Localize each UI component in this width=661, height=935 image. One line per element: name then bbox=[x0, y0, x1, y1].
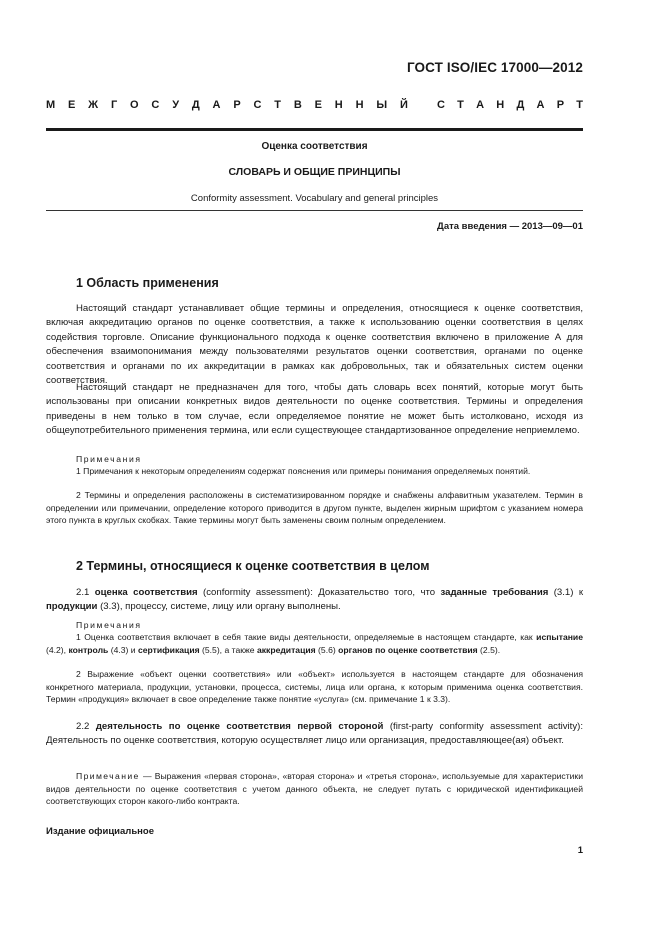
header-rule bbox=[46, 128, 583, 131]
banner-letter: Г bbox=[110, 99, 118, 111]
banner-letter: Н bbox=[334, 99, 343, 111]
note-1-term-certification: сертификация bbox=[137, 644, 200, 655]
banner-letter: А bbox=[536, 99, 545, 111]
note-1-ref-2: (4.3) и bbox=[110, 644, 136, 655]
term-2-1-name: оценка соответствия bbox=[94, 587, 198, 598]
edition-label: Издание официальное bbox=[46, 826, 154, 837]
note-1-text-a: 1 Оценка соответствия включает в себя такие виды деятельности, определяемые в настоящем стандарте, как bbox=[76, 632, 533, 642]
term-2-2-definition: (first-party conformity assessment activity): Деятельность по оценке соответствия, которую осуществляет лицо или организация, предоставляющее(ая) объект. bbox=[46, 721, 583, 747]
banner-letter: Т bbox=[457, 99, 464, 111]
note-1-term-inspection: контроль bbox=[68, 644, 109, 655]
term-2-1-ref-1: (3.1) к bbox=[553, 587, 584, 598]
banner-letter: Д bbox=[516, 99, 525, 111]
note-1-ref-3: (5.5), а также bbox=[202, 644, 255, 655]
term-2-1-ref-requirements: заданные требования bbox=[440, 587, 549, 598]
subtitle: Оценка соответствия bbox=[261, 141, 368, 152]
banner-letter: В bbox=[293, 99, 302, 111]
term-2-1 bbox=[46, 586, 583, 615]
term-2-2-number: 2.2 bbox=[76, 721, 90, 732]
section-1-note-1: 1 Примечания к некоторым определениям содержат пояснения или примеры понимания определяемых понятий. bbox=[76, 466, 531, 476]
document-code: ГОСТ ISO/IEC 17000—2012 bbox=[406, 60, 583, 75]
term-2-2-name: деятельность по оценке соответствия первой стороной bbox=[95, 721, 384, 732]
term-2-2-note-text: — Выражения «первая сторона», «вторая сторона» и «третья сторона», используемые для характеристики видов деятельности по оценке соответствия с учетом данного объекта, не следует путать с юридической идентификацией соответствующих сторон какого-либо контракта. bbox=[46, 771, 583, 807]
note-1-term-accreditation: аккредитация bbox=[256, 644, 316, 655]
term-2-1-number: 2.1 bbox=[76, 587, 90, 598]
banner-letter: Р bbox=[556, 99, 565, 111]
banner-letter: А bbox=[212, 99, 221, 111]
term-2-1-note-2: 2 Выражение «объект оценки соответствия» или «объект» используется в настоящем стандарте для обозначения конкретного материала, продукции, установки, процесса, системы, лица или органа, к которым применима оценка соответствия. Термин «продукция» включает в свое определение также понятие «услуга» (см. примечание 1 к 3.3). bbox=[46, 669, 583, 705]
banner-letter: Ы bbox=[376, 99, 388, 111]
section-1-heading: 1 Область применения bbox=[76, 276, 219, 290]
term-2-1-note-1 bbox=[46, 631, 583, 656]
section-1-note-2: 2 Термины и определения расположены в систематизированном порядке и снабжены алфавитным указателем. Термин в определении или примечании, определение которого приводится в другом пункте, выделен жирным шрифтом с указанием номера этого пункта в круглых скобках. Такие термины могут быть заменены своим полным определением. bbox=[46, 490, 583, 526]
page-number: 1 bbox=[577, 845, 583, 856]
note-1-ref-5: (2.5). bbox=[480, 644, 501, 655]
banner-letter: Е bbox=[68, 99, 76, 111]
document-title: СЛОВАРЬ И ОБЩИЕ ПРИНЦИПЫ bbox=[228, 166, 401, 178]
note-1-term-bodies: органов по оценке соответствия bbox=[338, 644, 478, 655]
term-2-2-note bbox=[46, 770, 583, 808]
banner-letter: О bbox=[130, 99, 139, 111]
term-2-1-notes-title: Примечания bbox=[76, 620, 142, 630]
banner-letter: Н bbox=[355, 99, 364, 111]
banner-word-interstate bbox=[46, 99, 408, 111]
english-title: Conformity assessment. Vocabulary and general principles bbox=[190, 193, 439, 204]
banner-letter: Д bbox=[191, 99, 200, 111]
banner-letter: С bbox=[437, 99, 445, 111]
banner-letter: Е bbox=[314, 99, 322, 111]
section-1-paragraph-1: Настоящий стандарт устанавливает общие термины и определения, относящиеся к оценке соответствия, включая аккредитацию органов по оценке соответствия, а также к использованию оценки соответствия в целях содействия торговле. Описание функционального подхода к оценке соответствия включено в приложение А для обеспечения взаимопонимания между пользователями результатов оценки соответствия, органами по оценке соответствия и органами по их аккредитации в рамках как добровольных, так и обязательных систем оценки соответствия. bbox=[46, 303, 583, 387]
note-1-ref-4: (5.6) bbox=[318, 644, 336, 655]
banner-letter: У bbox=[172, 99, 180, 111]
term-2-1-definition-end: (3.3), процессу, системе, лицу или органу выполнены. bbox=[100, 601, 341, 613]
term-2-1-ref-product: продукции bbox=[46, 601, 98, 613]
term-2-2 bbox=[46, 720, 583, 749]
note-1-term-testing: испытание bbox=[536, 632, 583, 642]
banner-letter: С bbox=[253, 99, 262, 111]
banner-letter: Й bbox=[399, 99, 408, 111]
title-rule bbox=[46, 210, 583, 211]
banner-letter: Т bbox=[576, 99, 583, 111]
section-2-heading: 2 Термины, относящиеся к оценке соответствия в целом bbox=[76, 559, 430, 573]
banner-letter: С bbox=[151, 99, 160, 111]
section-1-paragraph-2: Настоящий стандарт не предназначен для того, чтобы дать словарь всех понятий, которые могут быть использованы при описании конкретных видов деятельности по оценке соответствия. Термины и определения приведены в нем только в том случае, если определяемое понятие не может быть истолковано, исходя из общеупотребительного применения термина, или если существующее стандартизованное определение неприемлемо. bbox=[46, 382, 583, 437]
banner-letter: Т bbox=[274, 99, 282, 111]
banner-letter: Н bbox=[496, 99, 505, 111]
banner-letter: Ж bbox=[88, 99, 99, 111]
section-1-notes-title: Примечания bbox=[76, 454, 142, 464]
banner-word-standard bbox=[437, 99, 583, 111]
banner-letter: Р bbox=[233, 99, 241, 111]
banner-letter: М bbox=[46, 99, 56, 111]
banner-letter: А bbox=[476, 99, 485, 111]
note-1-ref-1: (4.2), bbox=[46, 644, 67, 655]
term-2-1-definition-start: (conformity assessment): Доказательство того, что bbox=[203, 587, 436, 598]
term-2-2-note-label: Примечание bbox=[76, 771, 140, 781]
introduction-date: Дата введения — 2013—09—01 bbox=[437, 221, 583, 232]
